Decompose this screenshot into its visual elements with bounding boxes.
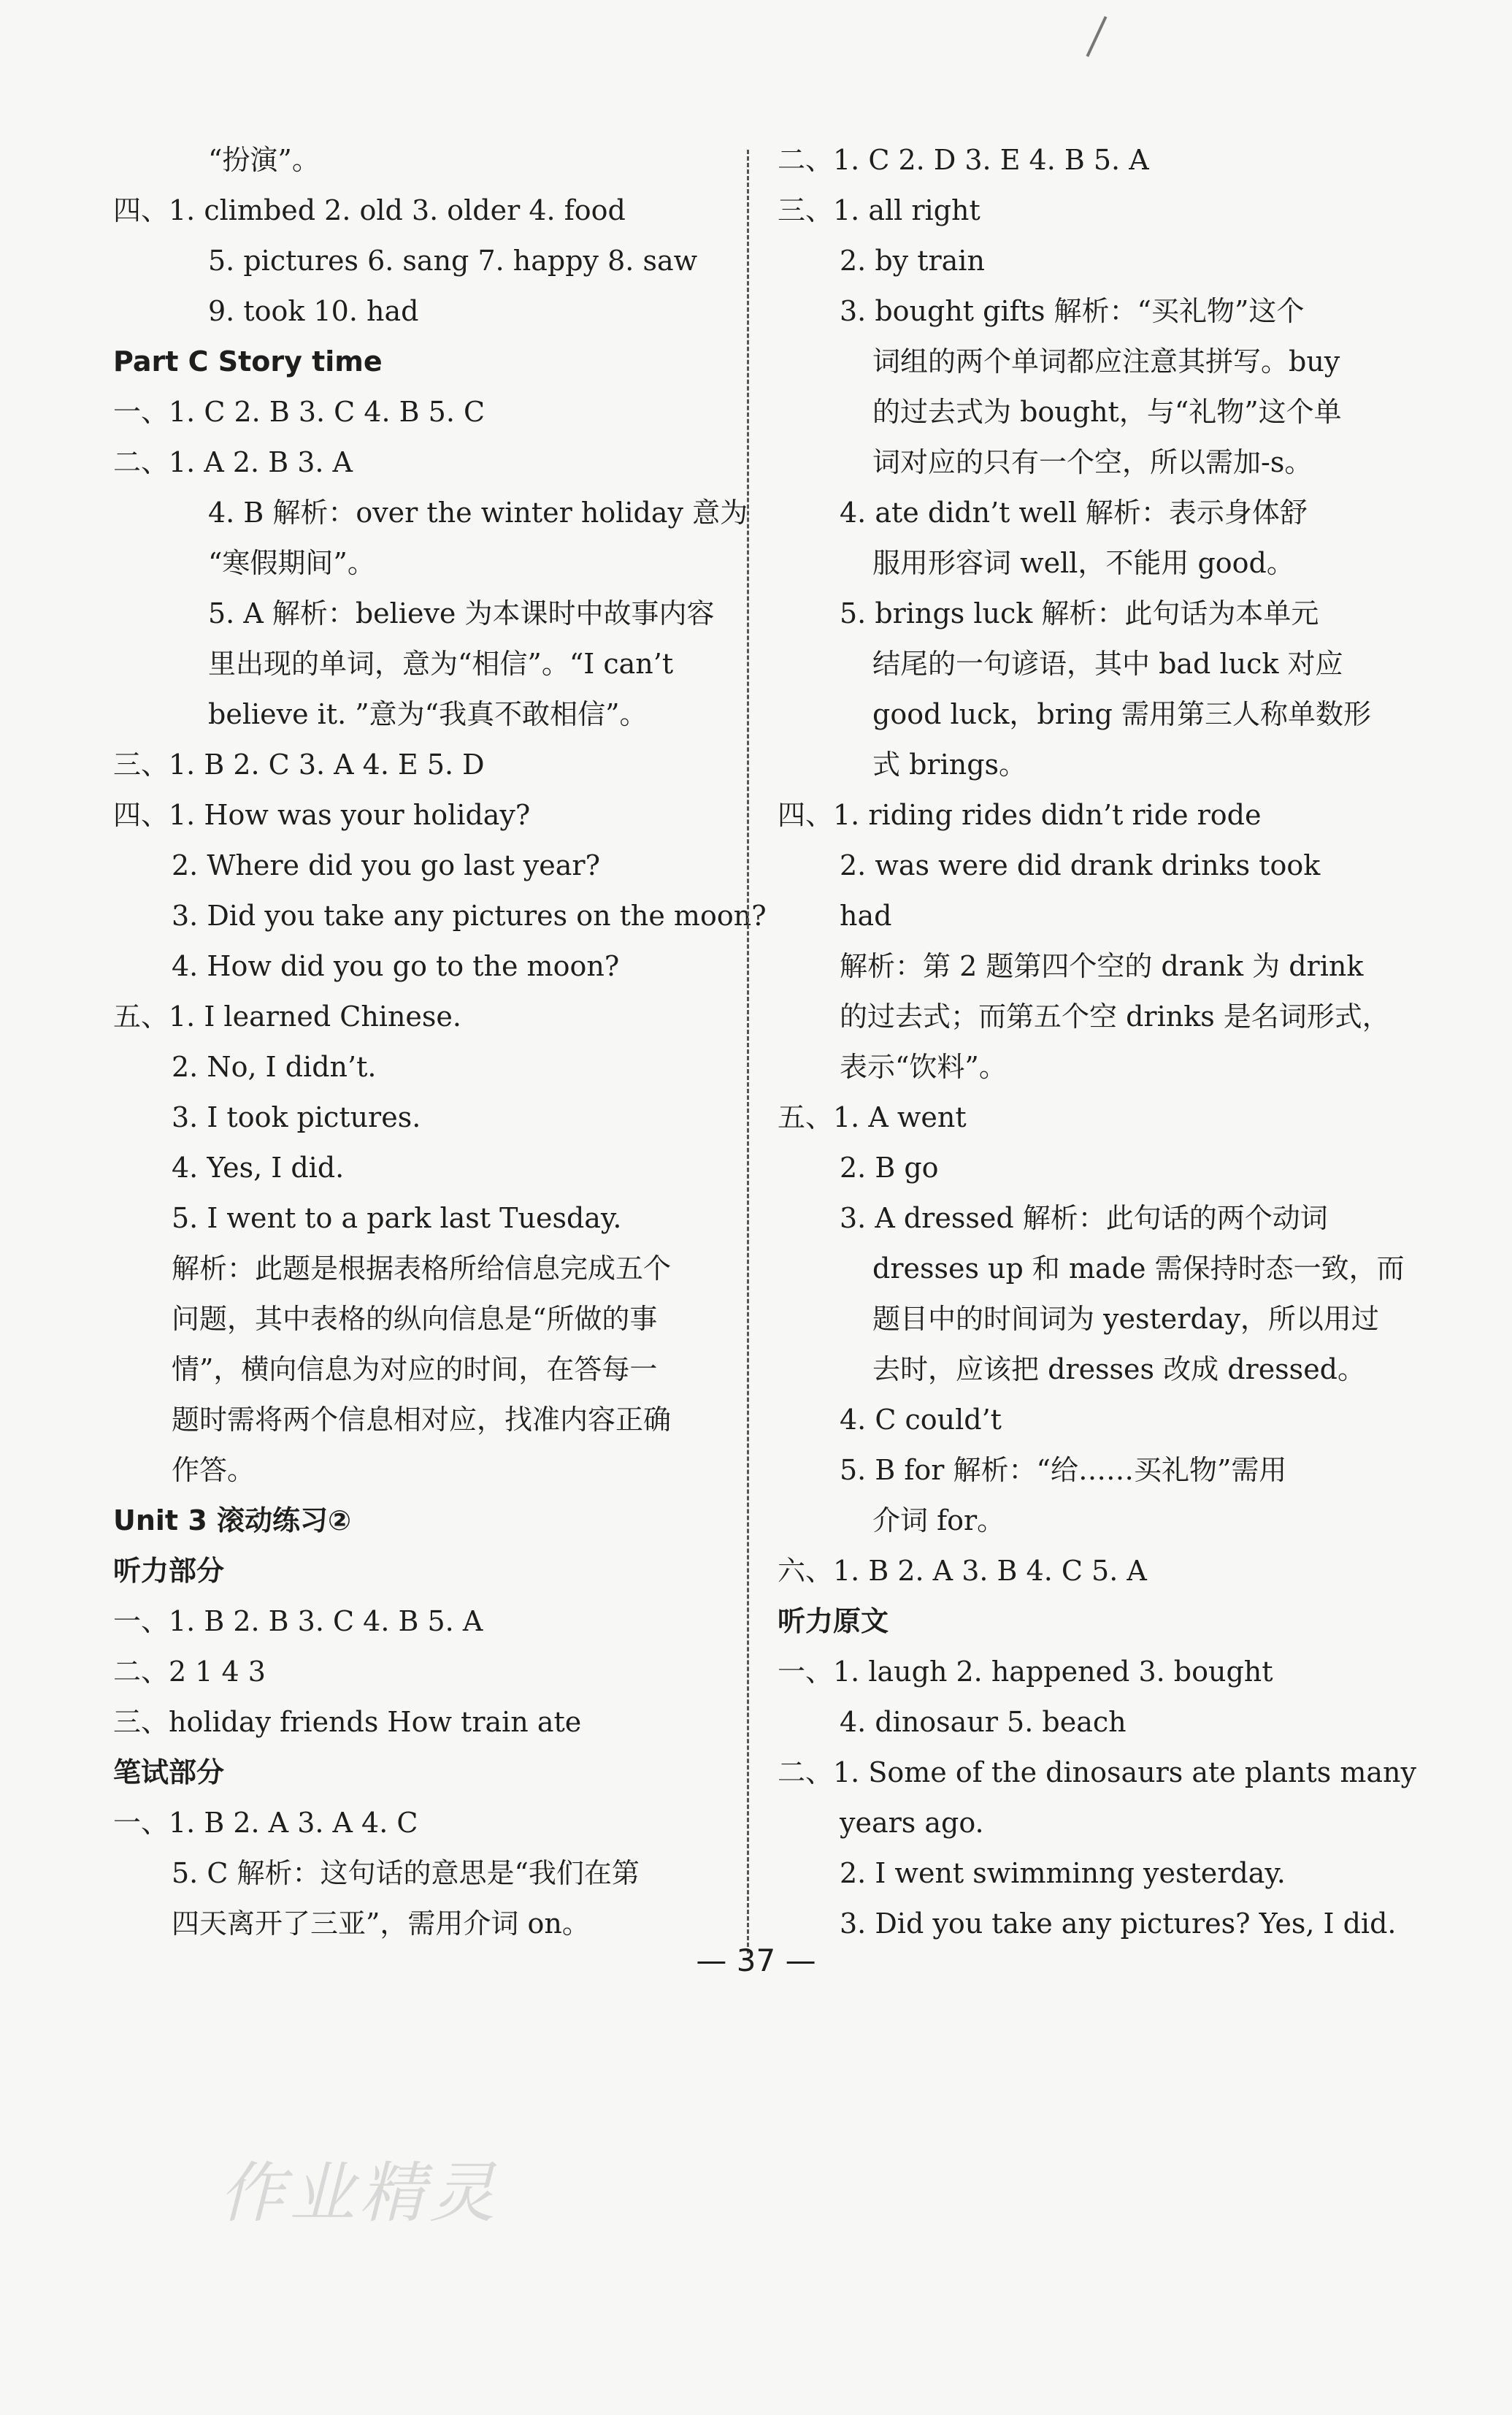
answer-line: 的过去式为 bought，与“礼物”这个单 — [872, 396, 1342, 428]
answer-line: 介词 for。 — [872, 1504, 1005, 1536]
answer-line: 词对应的只有一个空，所以需加-s。 — [872, 446, 1313, 478]
answer-line: 三、holiday friends How train ate — [113, 1706, 582, 1738]
answer-line: 四天离开了三亚”，需用介词 on。 — [172, 1907, 590, 1940]
answer-line: 5. pictures 6. sang 7. happy 8. saw — [208, 245, 698, 277]
answer-line: 4. Yes, I did. — [172, 1152, 345, 1184]
answer-line: 服用形容词 well，不能用 good。 — [872, 547, 1294, 579]
section-heading: 听力部分 — [113, 1555, 225, 1587]
answer-line: 9. took 10. had — [208, 295, 419, 327]
left-column — [113, 135, 767, 1949]
pen-mark — [1086, 16, 1108, 57]
answer-line: 二、1. Some of the dinosaurs ate plants many — [778, 1756, 1416, 1788]
answer-line: 2. by train — [840, 245, 985, 277]
answer-line: 4. C could’t — [840, 1404, 1002, 1436]
answer-line: 去时，应该把 dresses 改成 dressed。 — [872, 1353, 1366, 1385]
page-number: — 37 — — [696, 1943, 816, 1978]
watermark: 作业精灵 — [219, 2155, 499, 2232]
column-divider — [747, 150, 749, 1953]
answer-line: 3. Did you take any pictures on the moon? — [172, 900, 767, 932]
answer-line: 3. A dressed 解析：此句话的两个动词 — [840, 1202, 1328, 1234]
answer-line: 二、1. A 2. B 3. A — [113, 446, 353, 478]
answer-line: 4. How did you go to the moon? — [172, 950, 620, 982]
answer-line: believe it. ”意为“我真不敢相信”。 — [208, 698, 648, 730]
answer-line: 3. Did you take any pictures? Yes, I did. — [840, 1907, 1397, 1940]
answer-line: 的过去式；而第五个空 drinks 是名词形式， — [840, 1000, 1390, 1033]
answer-line: 题时需将两个信息相对应，找准内容正确 — [172, 1404, 672, 1436]
answer-line: 2. was were did drank drinks took — [840, 849, 1321, 881]
answer-line: 里出现的单词，意为“相信”。“I can’t — [208, 648, 674, 680]
answer-line: 4. B 解析：over the winter holiday 意为 — [208, 497, 748, 529]
answer-line: “扮演”。 — [208, 144, 320, 176]
answer-line: 5. I went to a park last Tuesday. — [172, 1202, 622, 1234]
answer-line: 三、1. B 2. C 3. A 4. E 5. D — [113, 749, 485, 781]
section-heading: 笔试部分 — [113, 1756, 225, 1788]
answer-line: 解析：第 2 题第四个空的 drank 为 drink — [840, 950, 1364, 982]
answer-line: 2. No, I didn’t. — [172, 1051, 377, 1083]
answer-line: 式 brings。 — [872, 749, 1027, 781]
answer-line: 3. bought gifts 解析：“买礼物”这个 — [840, 295, 1305, 327]
answer-line: 三、1. all right — [778, 194, 981, 226]
answer-line: 4. dinosaur 5. beach — [840, 1706, 1127, 1738]
answer-line: had — [840, 900, 892, 932]
answer-line: 一、1. B 2. A 3. A 4. C — [113, 1807, 418, 1839]
answer-line: 2. B go — [840, 1152, 939, 1184]
answer-line: 5. B for 解析：“给……买礼物”需用 — [840, 1454, 1287, 1486]
answer-line: 5. A 解析：believe 为本课时中故事内容 — [208, 597, 715, 629]
answer-line: 四、1. climbed 2. old 3. older 4. food — [113, 194, 626, 226]
answer-line: 六、1. B 2. A 3. B 4. C 5. A — [778, 1555, 1147, 1587]
section-heading: Unit 3 滚动练习② — [113, 1504, 352, 1536]
answer-line: dresses up 和 made 需保持时态一致，而 — [872, 1252, 1405, 1285]
answer-line: 一、1. C 2. B 3. C 4. B 5. C — [113, 396, 486, 428]
answer-line: 四、1. riding rides didn’t ride rode — [778, 799, 1262, 831]
answer-line: 表示“饮料”。 — [840, 1051, 1007, 1083]
answer-line: 2. I went swimminng yesterday. — [840, 1857, 1286, 1889]
answer-line: “寒假期间”。 — [208, 547, 375, 579]
answer-line: good luck，bring 需用第三人称单数形 — [872, 698, 1371, 730]
answer-line: 五、1. A went — [778, 1101, 967, 1133]
answer-line: 一、1. laugh 2. happened 3. bought — [778, 1656, 1273, 1688]
answer-line: 5. C 解析：这句话的意思是“我们在第 — [172, 1857, 640, 1889]
answer-line: 二、2 1 4 3 — [113, 1656, 266, 1688]
answer-line: years ago. — [840, 1807, 984, 1839]
section-heading: Part C Story time — [113, 345, 383, 378]
answer-line: 题目中的时间词为 yesterday，所以用过 — [872, 1303, 1379, 1335]
answer-line: 解析：此题是根据表格所给信息完成五个 — [172, 1252, 672, 1285]
answer-line: 四、1. How was your holiday? — [113, 799, 531, 831]
answer-line: 作答。 — [172, 1454, 256, 1486]
answer-line: 结尾的一句谚语，其中 bad luck 对应 — [872, 648, 1343, 680]
answer-line: 五、1. I learned Chinese. — [113, 1000, 461, 1033]
answer-line: 词组的两个单词都应注意其拼写。buy — [872, 345, 1340, 378]
answer-line: 5. brings luck 解析：此句话为本单元 — [840, 597, 1319, 629]
answer-line: 2. Where did you go last year? — [172, 849, 600, 881]
section-heading: 听力原文 — [778, 1605, 889, 1637]
answer-line: 4. ate didn’t well 解析：表示身体舒 — [840, 497, 1308, 529]
answer-line: 问题，其中表格的纵向信息是“所做的事 — [172, 1303, 658, 1335]
answer-line: 3. I took pictures. — [172, 1101, 421, 1133]
answer-line: 情”，横向信息为对应的时间，在答每一 — [172, 1353, 658, 1385]
right-column — [778, 135, 1416, 1949]
answer-line: 二、1. C 2. D 3. E 4. B 5. A — [778, 144, 1149, 176]
answer-line: 一、1. B 2. B 3. C 4. B 5. A — [113, 1605, 483, 1637]
